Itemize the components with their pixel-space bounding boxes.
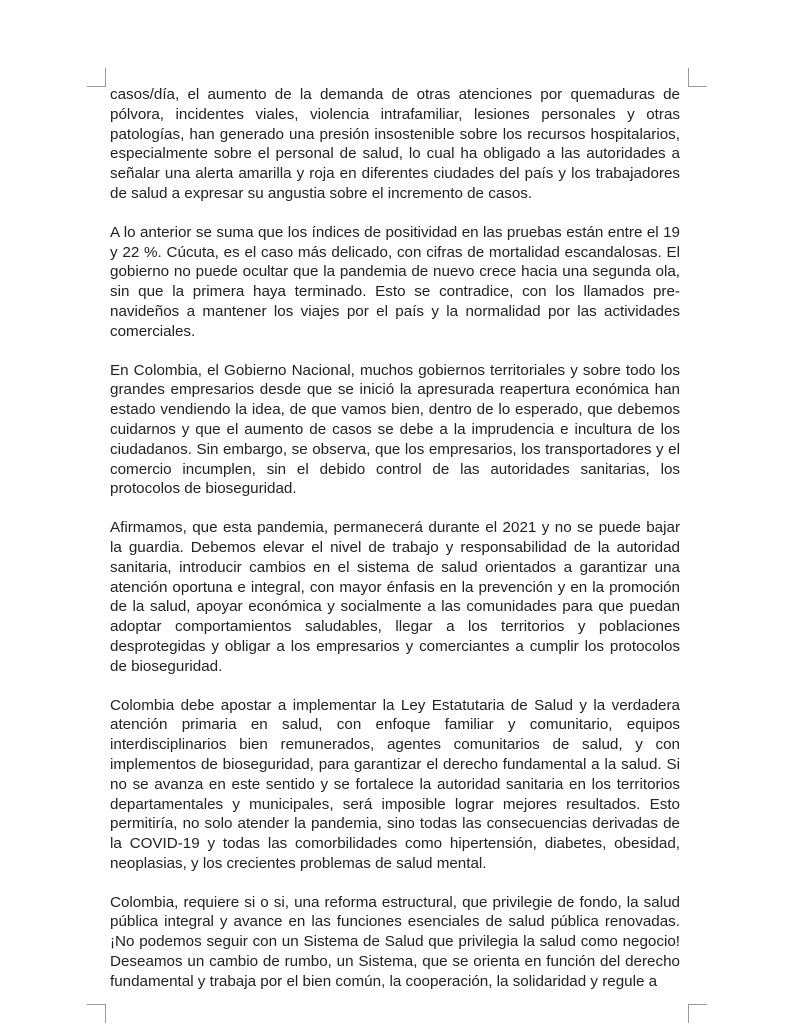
paragraph-5: Colombia debe apostar a implementar la Ley Estatutaria de Salud y la verdadera atención primaria en salud, con enfoque familiar y comunitario, equipos interdisciplinarios bien remunerados, agentes comunitarios de salud, y con implementos de bioseguridad, para garantizar el derecho fundamental a la salud. Si no se avanza en este sentido y se fortalece la autoridad sanitaria en los territorios departamentales y municipales, será imposible lograr mejores resultados. Esto permitiría, no solo atender la pandemia, sino todas las consecuencias derivadas de la COVID-19 y todas las comorbilidades como hipertensión, diabetes, obesidad, neoplasias, y los crecientes problemas de salud mental. bbox=[110, 696, 680, 872]
paragraph-2: A lo anterior se suma que los índices de positividad en las pruebas están entre el 19 y 22 %. Cúcuta, es el caso más delicado, con cifras de mortalidad escandalosas. El gobierno no puede ocultar que la pandemia de nuevo crece hacia una segunda ola, sin que la primera haya terminado. Esto se contradice, con los llamados pre-navideños a mantener los viajes por el país y la normalidad por las actividades comerciales. bbox=[110, 223, 680, 340]
top-left-margin-mark bbox=[87, 68, 106, 87]
paragraph-4: Afirmamos, que esta pandemia, permanecerá durante el 2021 y no se puede bajar la guardia. Debemos elevar el nivel de trabajo y responsabilidad de la autoridad sanitaria, introducir cambios en el sistema de salud orientados a garantizar una atención oportuna e integral, con mayor énfasis en la prevención y en la promoción de la salud, apoyar económica y socialmente a las comunidades para que puedan adoptar comportamientos saludables, llegar a los territorios y poblaciones desprotegidas y obligar a los empresarios y comerciantes a cumplir los protocolos de bioseguridad. bbox=[110, 519, 680, 675]
paragraph-6: Colombia, requiere si o si, una reforma estructural, que privilegie de fondo, la salud pública integral y avance en las funciones esenciales de salud pública renovadas. ¡No podemos seguir con un Sistema de Salud que privilegia la salud como negocio! Deseamos un cambio de rumbo, un Sistema, que se orienta en función del derecho fundamental y trabaja por el bien común, la cooperación, la solidaridad y regule a bbox=[110, 893, 680, 990]
document-body bbox=[110, 85, 680, 992]
top-right-margin-mark bbox=[688, 68, 707, 87]
bottom-right-margin-mark bbox=[688, 1004, 707, 1023]
paragraph-3: En Colombia, el Gobierno Nacional, muchos gobiernos territoriales y sobre todo los grandes empresarios desde que se inició la apresurada reapertura económica han estado vendiendo la idea, de que vamos bien, dentro de lo esperado, que debemos cuidarnos y que el aumento de casos se debe a la imprudencia e incultura de los ciudadanos. Sin embargo, se observa, que los empresarios, los transportadores y el comercio incumplen, sin el debido control de las autoridades sanitarias, los protocolos de bioseguridad. bbox=[110, 361, 680, 498]
bottom-left-margin-mark bbox=[87, 1004, 106, 1023]
paragraph-1: casos/día, el aumento de la demanda de otras atenciones por quemaduras de pólvora, incidentes viales, violencia intrafamiliar, lesiones personales y otras patologías, han generado una presión insostenible sobre los recursos hospitalarios, especialmente sobre el personal de salud, lo cual ha obligado a las autoridades a señalar una alerta amarilla y roja en diferentes ciudades del país y los trabajadores de salud a expresar su angustia sobre el incremento de casos. bbox=[110, 86, 680, 202]
